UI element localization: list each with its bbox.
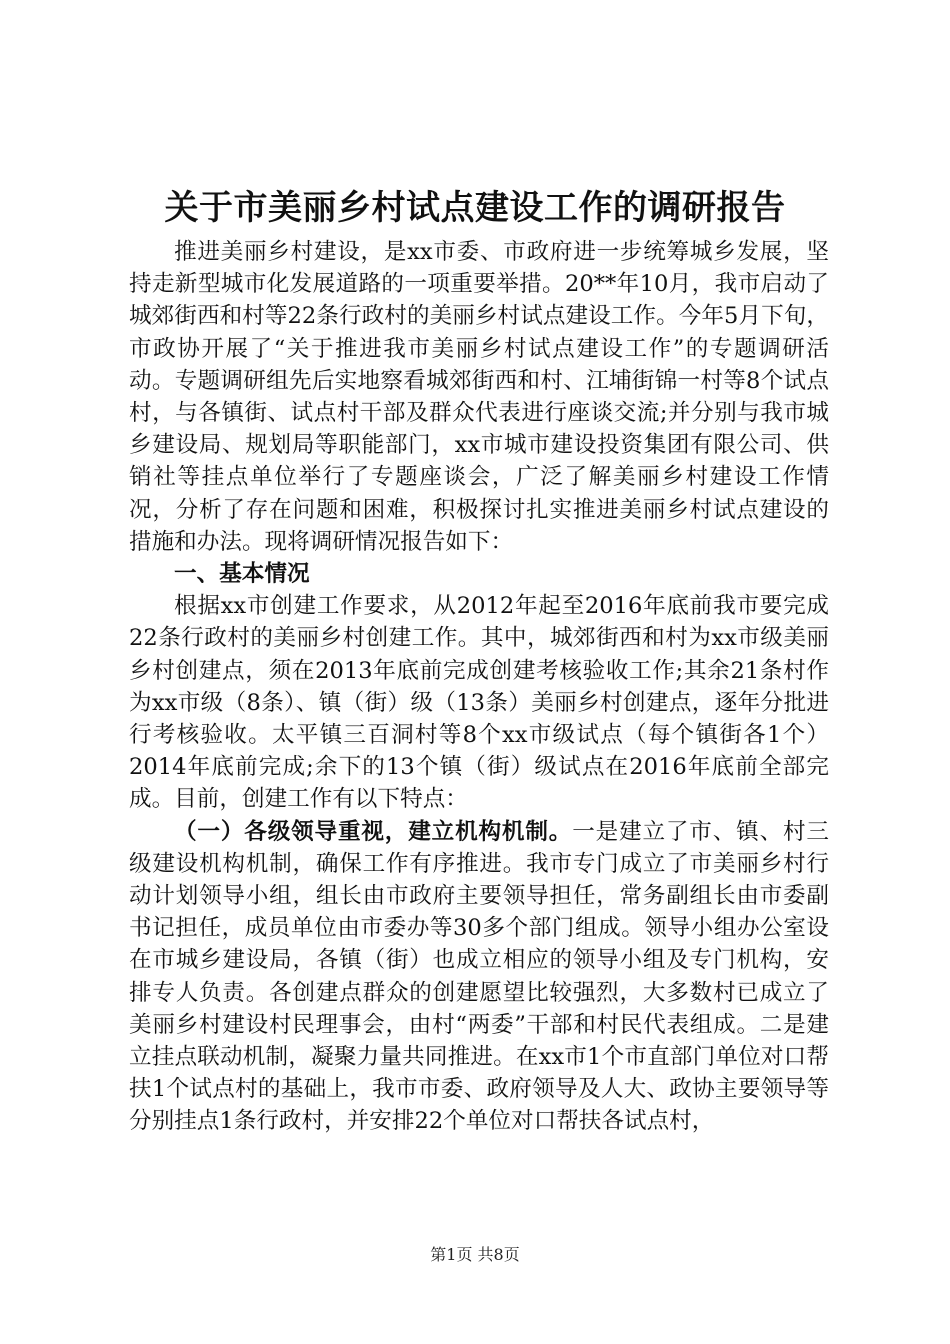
section-paragraph-basic-situation: 根据xx市创建工作要求，从2012年起至2016年底前我市要完成22条行政村的美丽乡村创建工作。其中，城郊街西和村为xx市级美丽乡村创建点，须在2013年底前完成创建考核验收工作;其余21条村作为xx市级（8条）、镇（街）级（13条）美丽乡村创建点，逐年分批进行考核验收。太平镇三百洞村等8个xx市级试点（每个镇街各1个）2014年底前完成;余下的13个镇（街）级试点在2016年底前全部完成。目前，创建工作有以下特点： — [129, 593, 829, 813]
subsection-paragraph-leadership — [129, 816, 829, 1138]
page-footer: 第1页 共8页 — [430, 1245, 520, 1264]
document-body — [129, 236, 829, 1138]
subsection-heading-leadership: （一）各级领导重视，建立机构机制。 — [174, 818, 573, 845]
section-heading-basic-situation: 一、基本情况 — [174, 561, 310, 588]
document-title: 关于市美丽乡村试点建设工作的调研报告 — [164, 188, 786, 228]
intro-paragraph: 推进美丽乡村建设，是xx市委、市政府进一步统筹城乡发展，坚持走新型城市化发展道路的一项重要举措。20**年10月，我市启动了城郊街西和村等22条行政村的美丽乡村试点建设工作。今年5月下旬，市政协开展了“关于推进我市美丽乡村试点建设工作”的专题调研活动。专题调研组先后实地察看城郊街西和村、江埔街锦一村等8个试点村，与各镇街、试点村干部及群众代表进行座谈交流;并分别与我市城乡建设局、规划局等职能部门，xx市城市建设投资集团有限公司、供销社等挂点单位举行了专题座谈会，广泛了解美丽乡村建设工作情况，分析了存在问题和困难，积极探讨扎实推进美丽乡村试点建设的措施和办法。现将调研情况报告如下： — [129, 239, 829, 555]
subsection-text-leadership: 一是建立了市、镇、村三级建设机构机制，确保工作有序推进。我市专门成立了市美丽乡村行动计划领导小组，组长由市政府主要领导担任，常务副组长由市委副书记担任，成员单位由市委办等30多个部门组成。领导小组办公室设在市城乡建设局，各镇（街）也成立相应的领导小组及专门机构，安排专人负责。各创建点群众的创建愿望比较强烈，大多数村已成立了美丽乡村建设村民理事会，由村“两委”干部和村民代表组成。二是建立挂点联动机制，凝聚力量共同推进。在xx市1个市直部门单位对口帮扶1个试点村的基础上，我市市委、政府领导及人大、政协主要领导等分别挂点1条行政村，并安排22个单位对口帮扶各试点村， — [129, 818, 830, 1135]
